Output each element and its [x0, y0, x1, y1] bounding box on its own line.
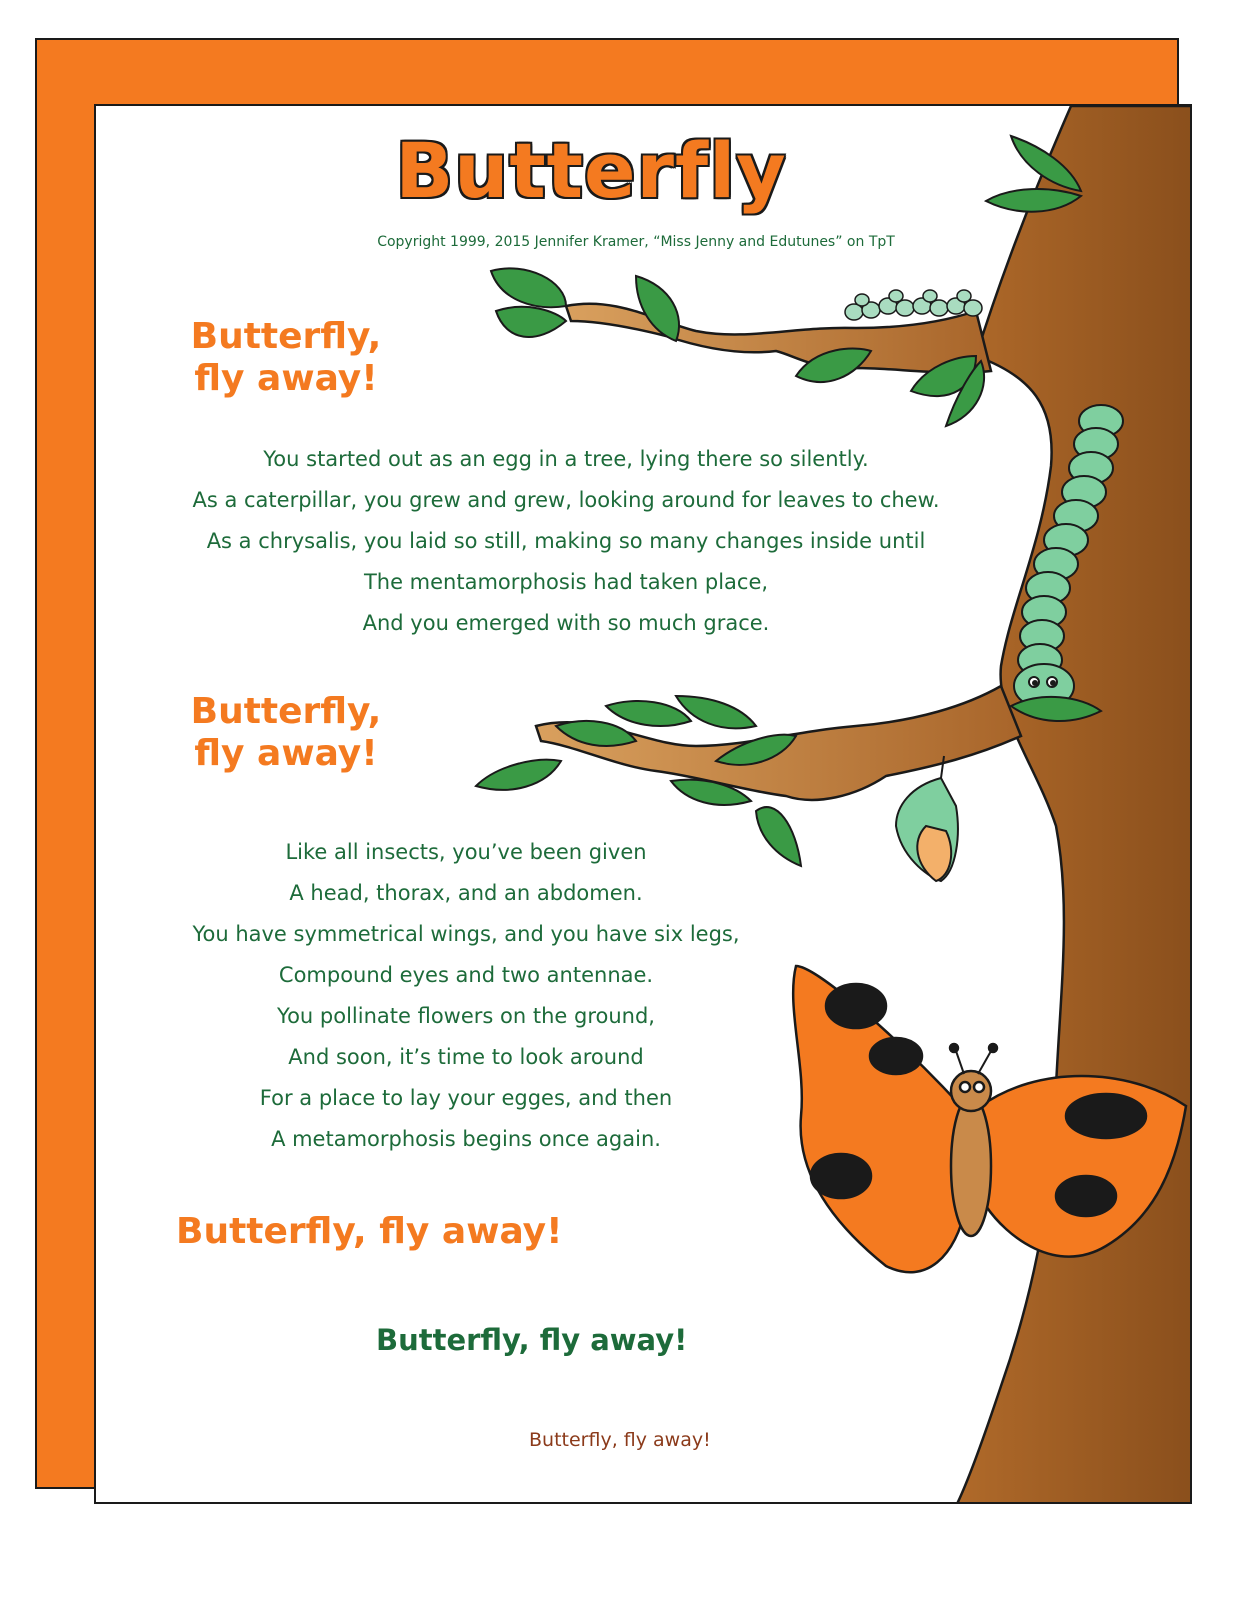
verse-line: And soon, it’s time to look around: [288, 1045, 644, 1069]
verse-line: A metamorphosis begins once again.: [271, 1127, 661, 1151]
refrain-line: fly away!: [194, 733, 378, 774]
refrain-third: Butterfly, fly away!: [176, 1211, 563, 1252]
upper-branch: [566, 304, 991, 373]
verse-line: You started out as an egg in a tree, lying there so silently.: [263, 447, 869, 471]
verse-line: You pollinate flowers on the ground,: [277, 1004, 655, 1028]
chrysalis: [896, 756, 958, 881]
refrain-fifth: Butterfly, fly away!: [529, 1429, 711, 1451]
refrain-second: [176, 691, 396, 775]
verse-line: And you emerged with so much grace.: [362, 611, 770, 635]
verse-one: [126, 439, 1006, 644]
refrain-line: fly away!: [194, 358, 378, 399]
refrain-line: Butterfly,: [190, 691, 382, 732]
verse-line: As a caterpillar, you grew and grew, looking around for leaves to chew.: [192, 488, 940, 512]
page-border-frame: [35, 38, 1179, 1489]
verse-line: Compound eyes and two antennae.: [278, 963, 654, 987]
verse-line: As a chrysalis, you laid so still, making so many changes inside until: [206, 529, 926, 553]
refrain-line: Butterfly,: [190, 316, 382, 357]
page-title: Butterfly: [395, 126, 787, 215]
verse-line: Like all insects, you’ve been given: [285, 840, 647, 864]
verse-two: [126, 832, 806, 1160]
tree-trunk: [956, 106, 1192, 1504]
refrain-first: [176, 316, 396, 400]
verse-line: You have symmetrical wings, and you have six legs,: [192, 922, 740, 946]
verse-line: For a place to lay your egges, and then: [259, 1086, 673, 1110]
verse-line: A head, thorax, and an abdomen.: [289, 881, 643, 905]
copyright-line: Copyright 1999, 2015 Jennifer Kramer, “Miss Jenny and Edutunes” on TpT: [377, 234, 895, 250]
verse-line: The mentamorphosis had taken place,: [363, 570, 769, 594]
poem-page: [94, 104, 1192, 1504]
refrain-fourth: Butterfly, fly away!: [376, 1323, 688, 1357]
